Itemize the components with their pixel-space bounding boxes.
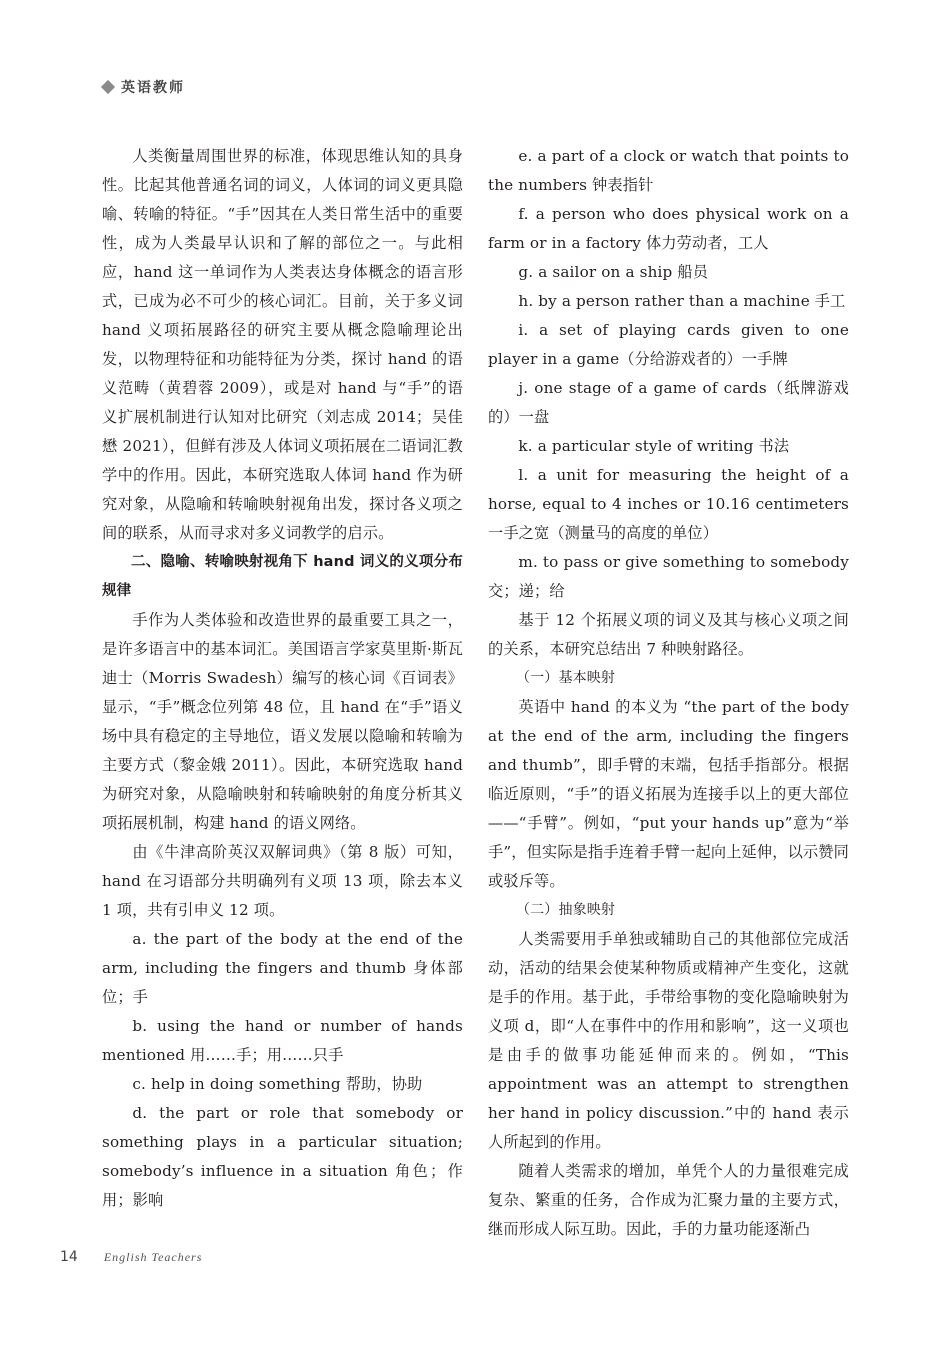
journal-name-english: English Teachers (103, 1250, 203, 1264)
journal-title: 英语教师 (121, 80, 185, 96)
sense-item-a: a. the part of the body at the end of the arm, including the fingers and thumb 身体部位；手 (102, 930, 463, 1006)
sense-item-g: g. a sailor on a ship 船员 (518, 263, 709, 281)
sense-item-j: j. one stage of a game of cards（纸牌游戏的）一盘 (488, 379, 849, 426)
body-paragraph: 英语中 hand 的本义为 “the part of the body at the end of the arm, including the fingers and thumb”，即手臂的末端，包括手指部分。根据临近原则，“手”的语义拓展为连接手以上的更大部位——“手臂”。例如，“put your hands up”意为“举手”，但实际是指手连着手臂一起向上延伸，以示赞同或驳斥等。 (488, 698, 849, 890)
body-paragraph: 基于 12 个拓展义项的词义及其与核心义项之间的关系，本研究总结出 7 种映射路径。 (488, 611, 849, 658)
sense-item-l: l. a unit for measuring the height of a horse, equal to 4 inches or 10.16 centimeters 一手之宽（测量马的高度的单位） (488, 466, 849, 542)
subsection-heading-abstract-mapping: （二）抽象映射 (516, 902, 616, 918)
sense-item-e: e. a part of a clock or watch that points to the numbers 钟表指针 (488, 147, 849, 194)
body-paragraph: 由《牛津高阶英汉双解词典》（第 8 版）可知，hand 在习语部分共明确列有义项 13 项，除去本义 1 项，共有引申义 12 项。 (102, 843, 463, 919)
sense-item-h: h. by a person rather than a machine 手工 (518, 292, 846, 310)
subsection-heading-basic-mapping: （一）基本映射 (516, 670, 616, 686)
sense-item-f: f. a person who does physical work on a farm or in a factory 体力劳动者，工人 (488, 205, 849, 252)
right-column (488, 142, 849, 1244)
page-number: 14 (60, 1249, 78, 1265)
body-paragraph: 随着人类需求的增加，单凭个人的力量很难完成复杂、繁重的任务，合作成为汇聚力量的主要方式，继而形成人际互助。因此，手的力量功能逐渐凸 (488, 1162, 849, 1238)
section-heading: 二、隐喻、转喻映射视角下 hand 词义的义项分布规律 (102, 554, 463, 599)
left-column (102, 142, 463, 1215)
sense-item-d: d. the part or role that somebody or something plays in a particular situation; somebody’s influence in a situation 角色；作用；影响 (102, 1104, 463, 1209)
intro-paragraph: 人类衡量周围世界的标准，体现思维认知的具身性。比起其他普通名词的词义，人体词的词义更具隐喻、转喻的特征。“手”因其在人类日常生活中的重要性，成为人类最早认识和了解的部位之一。与此相应，hand 这一单词作为人类表达身体概念的语言形式，已成为必不可少的核心词汇。目前，关于多义词 hand 义项拓展路径的研究主要从概念隐喻理论出发，以物理特征和功能特征为分类，探讨 hand 的语义范畴（黄碧蓉 2009），或是对 hand 与“手”的语义扩展机制进行认知对比研究（刘志成 2014；吴佳懋 2021），但鲜有涉及人体词义项拓展在二语词汇教学中的作用。因此，本研究选取人体词 hand 作为研究对象，从隐喻和转喻映射视角出发，探讨各义项之间的联系，从而寻求对多义词教学的启示。 (102, 147, 463, 542)
page-footer (60, 1249, 202, 1267)
sense-item-k: k. a particular style of writing 书法 (518, 437, 790, 455)
body-paragraph: 手作为人类体验和改造世界的最重要工具之一，是许多语言中的基本词汇。美国语言学家莫里斯·斯瓦迪士（Morris Swadesh）编写的核心词《百词表》显示，“手”概念位列第 48 位，且 hand 在“手”语义场中具有稳定的主导地位，语义发展以隐喻和转喻为主要方式（黎金娥 2011）。因此，本研究选取 hand 为研究对象，从隐喻映射和转喻映射的角度分析其义项拓展机制，构建 hand 的语义网络。 (102, 611, 463, 832)
sense-item-m: m. to pass or give something to somebody 交；递；给 (488, 553, 849, 600)
sense-item-c: c. help in doing something 帮助，协助 (132, 1075, 423, 1093)
running-header (103, 77, 185, 97)
diamond-icon (101, 80, 115, 94)
sense-item-i: i. a set of playing cards given to one player in a game（分给游戏者的）一手牌 (488, 321, 849, 368)
body-paragraph: 人类需要用手单独或辅助自己的其他部位完成活动，活动的结果会使某种物质或精神产生变化，这就是手的作用。基于此，手带给事物的变化隐喻映射为义项 d，即“人在事件中的作用和影响”，这一义项也是由手的做事功能延伸而来的。例如，“This appointment was an attempt to strengthen her hand in policy discussion.”中的 hand 表示人所起到的作用。 (488, 930, 849, 1151)
sense-item-b: b. using the hand or number of hands mentioned 用……手；用……只手 (102, 1017, 463, 1064)
